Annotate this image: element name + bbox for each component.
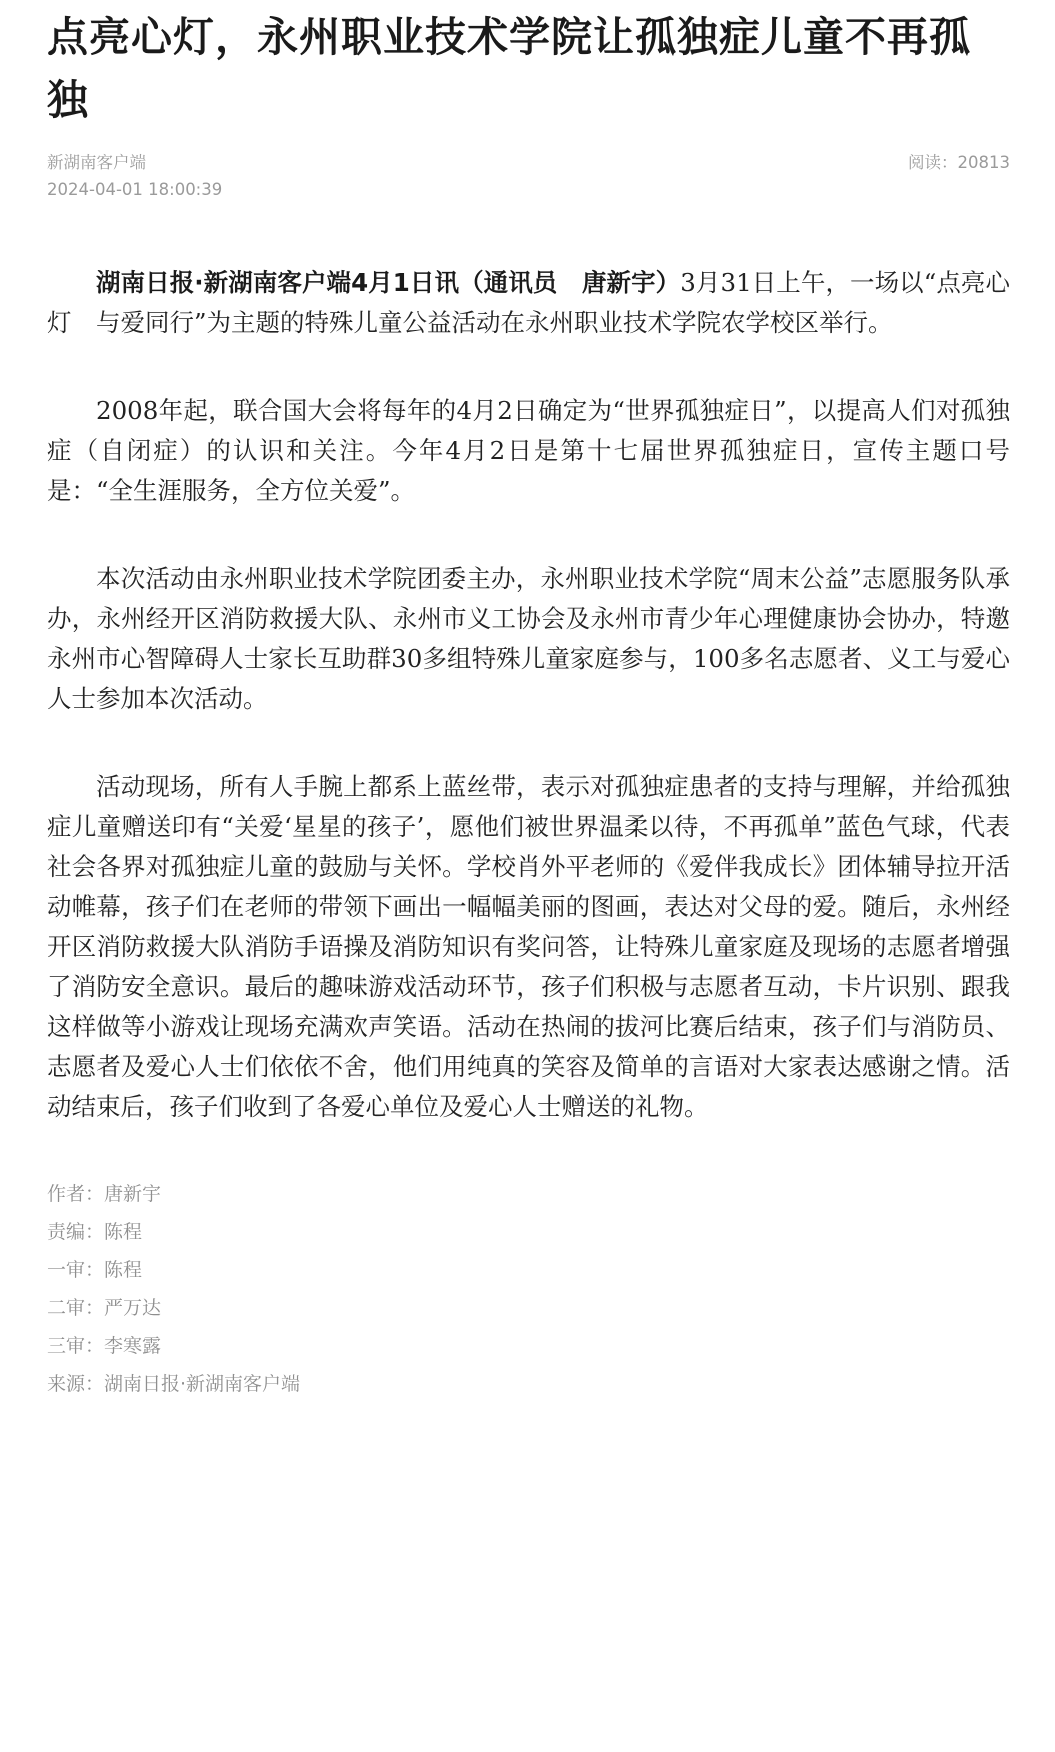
credit-origin — [47, 1365, 1010, 1403]
credit-label: 责编： — [47, 1221, 105, 1243]
credit-label: 二审： — [47, 1297, 105, 1319]
article-paragraph: 2008年起，联合国大会将每年的4月2日确定为“世界孤独症日”，以提高人们对孤独症（自闭症）的认识和关注。今年4月2日是第十七届世界孤独症日，宣传主题口号是：“全生涯服务，全方位关爱”。 — [47, 396, 1010, 505]
dateline: 湖南日报·新湖南客户端4月1日讯（通讯员 唐新宇） — [96, 268, 681, 297]
credit-first-review — [47, 1251, 1010, 1289]
credit-second-review — [47, 1289, 1010, 1327]
credit-value: 陈程 — [104, 1259, 143, 1281]
article-paragraph: 活动现场，所有人手腕上都系上蓝丝带，表示对孤独症患者的支持与理解，并给孤独症儿童赠送印有“关爱‘星星的孩子’，愿他们被世界温柔以待，不再孤单”蓝色气球，代表社会各界对孤独症儿童的鼓励与关怀。学校肖外平老师的《爱伴我成长》团体辅导拉开活动帷幕，孩子们在老师的带领下画出一幅幅美丽的图画，表达对父母的爱。随后，永州经开区消防救援大队消防手语操及消防知识有奖问答，让特殊儿童家庭及现场的志愿者增强了消防安全意识。最后的趣味游戏活动环节，孩子们积极与志愿者互动，卡片识别、跟我这样做等小游戏让现场充满欢声笑语。活动在热闹的拔河比赛后结束，孩子们与消防员、志愿者及爱心人士们依依不舍，他们用纯真的笑容及简单的言语对大家表达感谢之情。活动结束后，孩子们收到了各爱心单位及爱心人士赠送的礼物。 — [47, 772, 1010, 1121]
credit-label: 三审： — [47, 1335, 105, 1357]
credit-author — [47, 1175, 1010, 1213]
article-paragraph — [47, 263, 1010, 343]
credit-value: 唐新宇 — [104, 1183, 162, 1205]
credit-value: 李寒露 — [104, 1335, 162, 1357]
article-meta — [47, 149, 1010, 203]
article-credits — [47, 1175, 1010, 1403]
credit-label: 作者： — [47, 1183, 105, 1205]
article-source: 新湖南客户端 — [47, 153, 146, 172]
read-count-value: 20813 — [957, 153, 1010, 172]
article-title: 点亮心灯，永州职业技术学院让孤独症儿童不再孤独 — [47, 13, 971, 124]
article-body — [47, 263, 1010, 1127]
credit-value: 陈程 — [104, 1221, 143, 1243]
article-datetime: 2024-04-01 18:00:39 — [47, 180, 223, 199]
read-count — [908, 149, 1010, 176]
credit-third-review — [47, 1327, 1010, 1365]
credit-label: 来源： — [47, 1373, 105, 1395]
paragraph-text: 3月31日上午，一场以“点亮心灯 与爱同行”为主题的特殊儿童公益活动在永州职业技术学院农学校区举行。 — [47, 268, 1010, 337]
article — [47, 0, 1010, 1403]
credit-label: 一审： — [47, 1259, 105, 1281]
article-paragraph: 本次活动由永州职业技术学院团委主办，永州职业技术学院“周末公益”志愿服务队承办，永州经开区消防救援大队、永州市义工协会及永州市青少年心理健康协会协办，特邀永州市心智障碍人士家长互助群30多组特殊儿童家庭参与，100多名志愿者、义工与爱心人士参加本次活动。 — [47, 564, 1010, 713]
credit-value: 湖南日报·新湖南客户端 — [104, 1373, 301, 1395]
read-count-label: 阅读： — [908, 153, 958, 172]
credit-value: 严万达 — [104, 1297, 162, 1319]
credit-editor — [47, 1213, 1010, 1251]
